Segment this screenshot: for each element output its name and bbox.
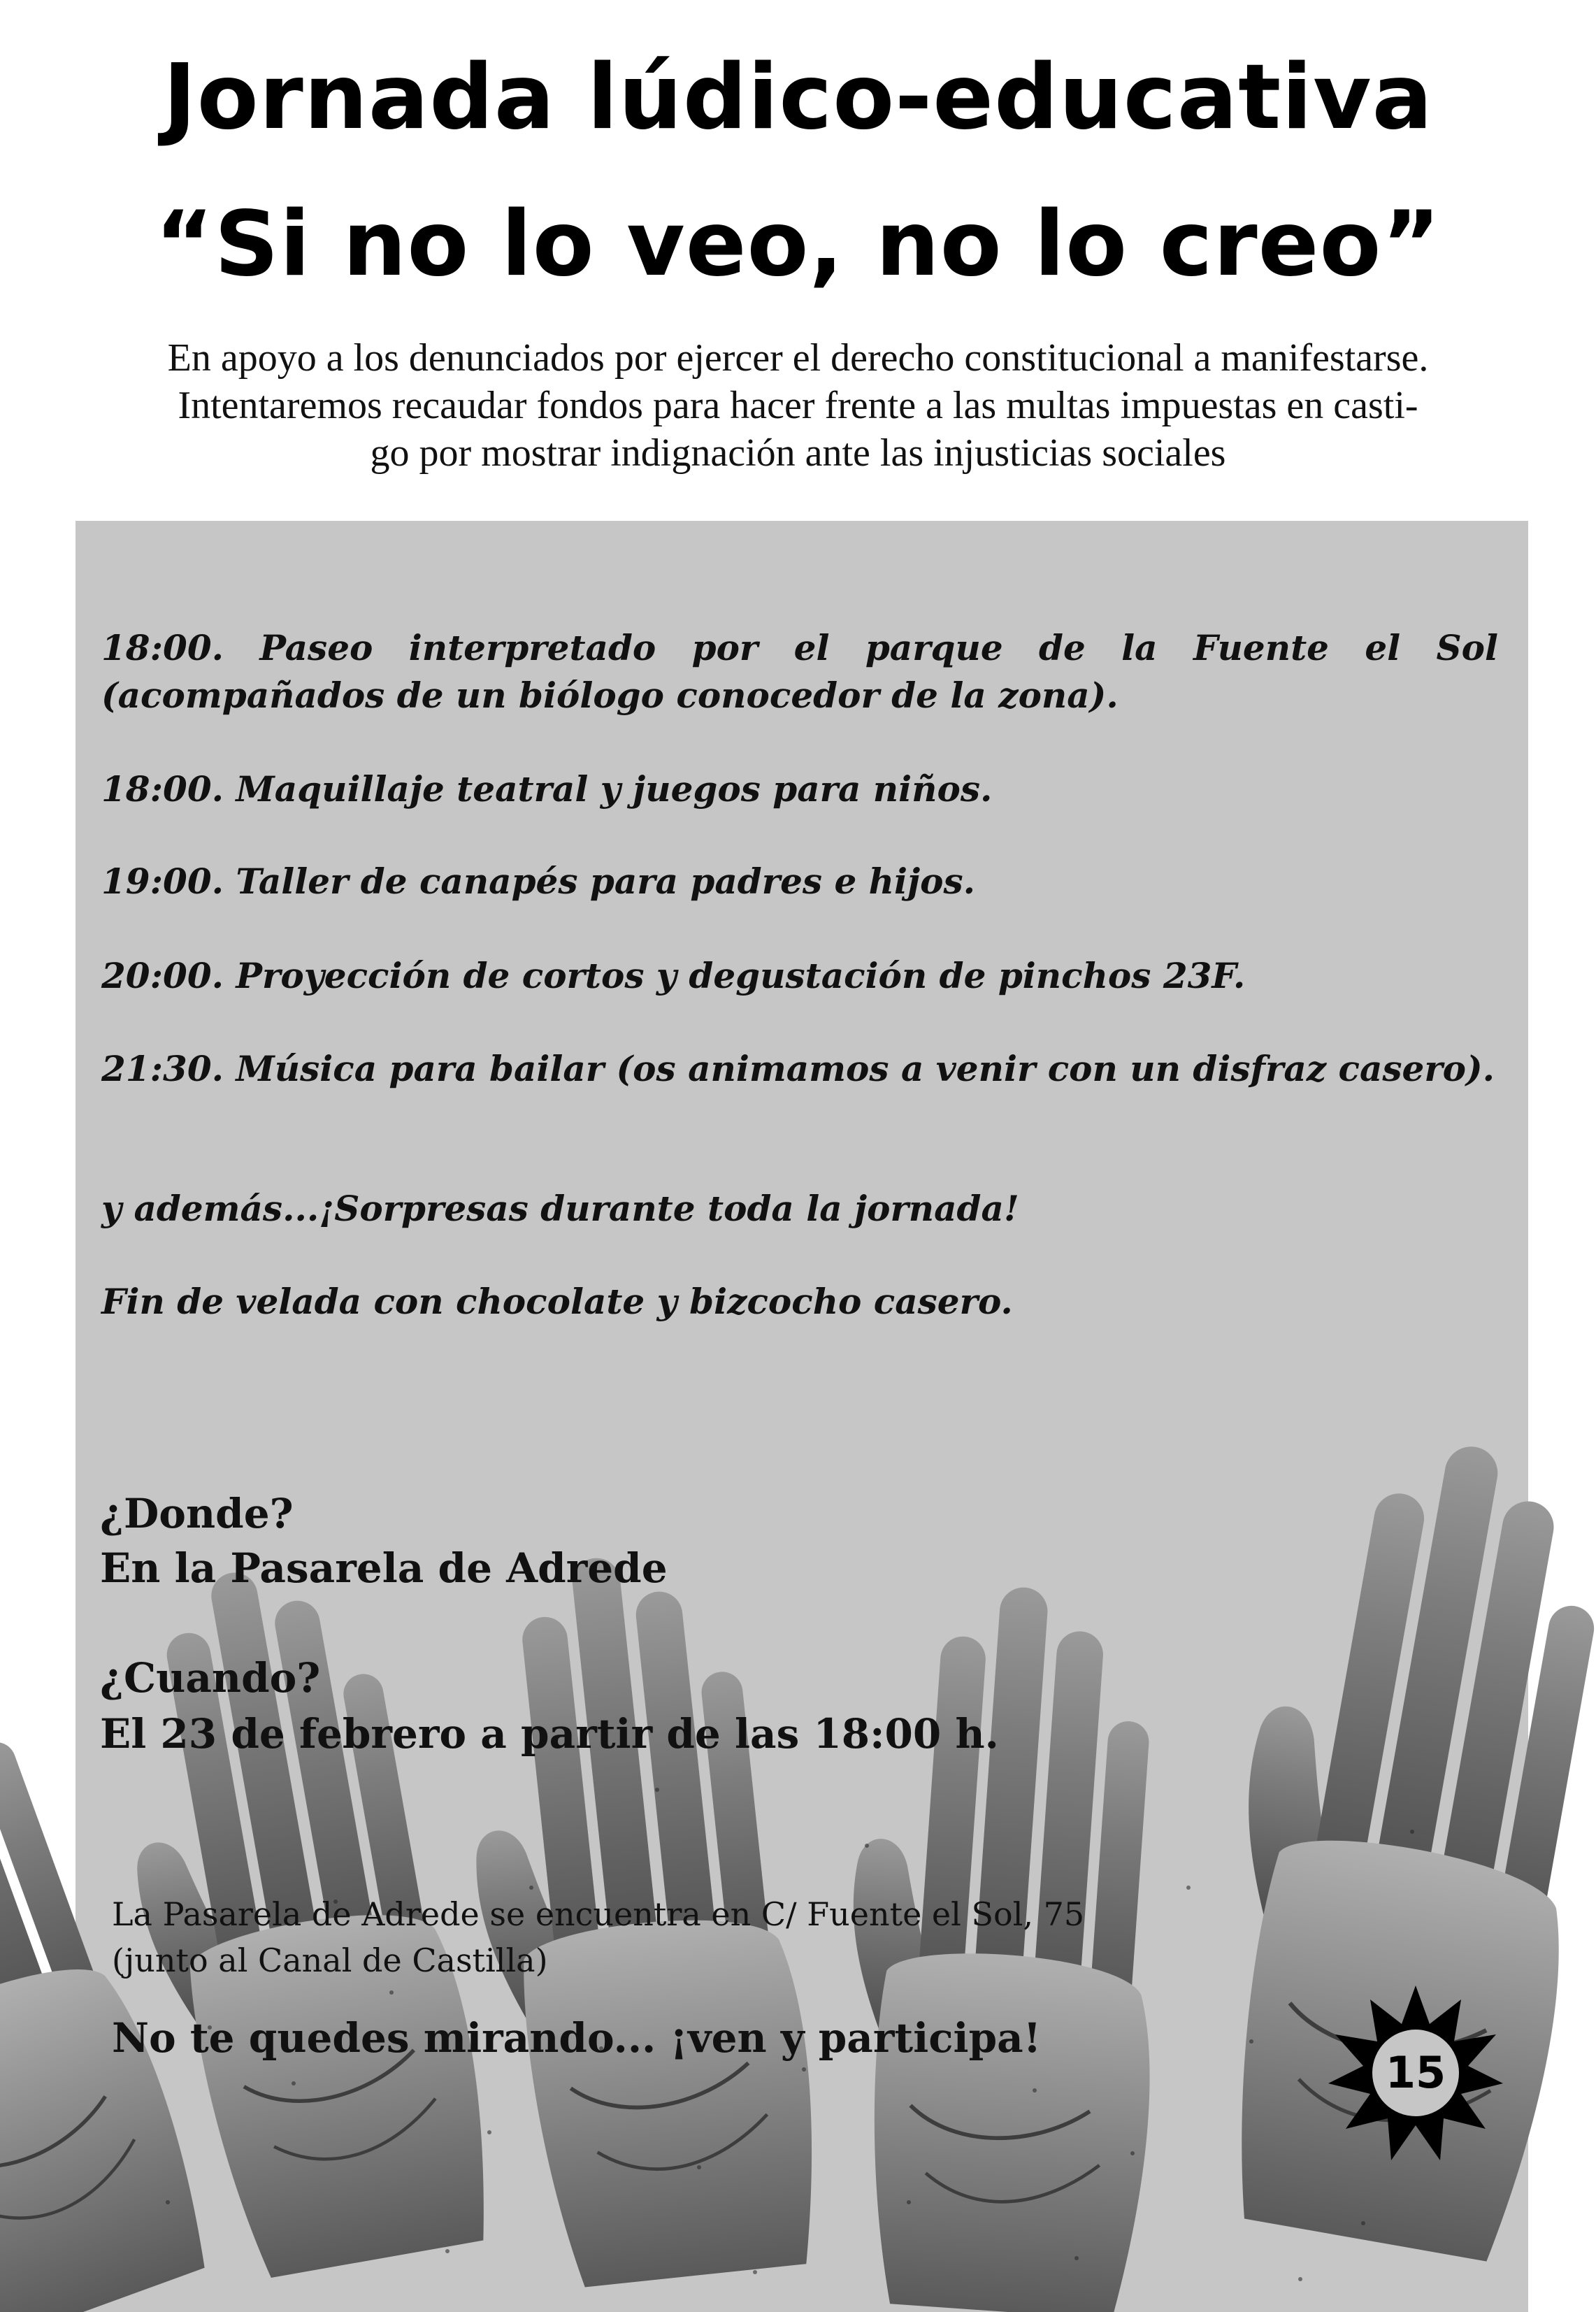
program-item: 18:00. Maquillaje teatral y juegos para niños. — [101, 768, 993, 810]
program-item: 20:00. Proyección de cortos y degustación de pinchos 23F. — [101, 955, 1246, 996]
intro-line: En apoyo a los denunciados por ejercer el derecho constitucional a manifestarse. — [167, 336, 1429, 380]
address-line: La Pasarela de Adrede se encuentra en C/ Fuente el Sol, 75 — [112, 1895, 1085, 1933]
address-note — [112, 1891, 1084, 1983]
where-answer: En la Pasarela de Adrede — [100, 1544, 668, 1592]
logo-number: 15 — [1385, 2047, 1446, 2098]
when-question: ¿Cuando? — [100, 1654, 321, 1702]
intro-line: Intentaremos recaudar fondos para hacer frente a las multas impuestas en casti- — [178, 384, 1418, 427]
main-title: Jornada lúdico-educativa — [163, 45, 1433, 150]
program-item: 19:00. Taller de canapés para padres e hijos. — [101, 861, 975, 902]
program-item: y además...¡Sorpresas durante toda la jornada! — [101, 1188, 1019, 1229]
slogan: No te quedes mirando... ¡ven y participa! — [112, 2014, 1042, 2062]
address-line: (junto al Canal de Castilla) — [112, 1941, 548, 1979]
intro-line: go por mostrar indignación ante las injusticias sociales — [370, 431, 1226, 475]
program-item: Fin de velada con chocolate y bizcocho casero. — [101, 1281, 1013, 1322]
program-item: 21:30. Música para bailar (os animamos a venir con un disfraz casero). — [101, 1048, 1495, 1089]
starburst-15-icon — [1328, 1986, 1503, 2160]
when-answer: El 23 de febrero a partir de las 18:00 h. — [100, 1710, 999, 1758]
where-question: ¿Donde? — [100, 1490, 294, 1537]
program-item: 18:00. Paseo interpretado por el parque de la Fuente el Sol (acompañados de un biólogo conocedor de la zona). — [101, 627, 1498, 716]
subtitle-quote: “Si no lo veo, no lo creo” — [154, 192, 1442, 296]
